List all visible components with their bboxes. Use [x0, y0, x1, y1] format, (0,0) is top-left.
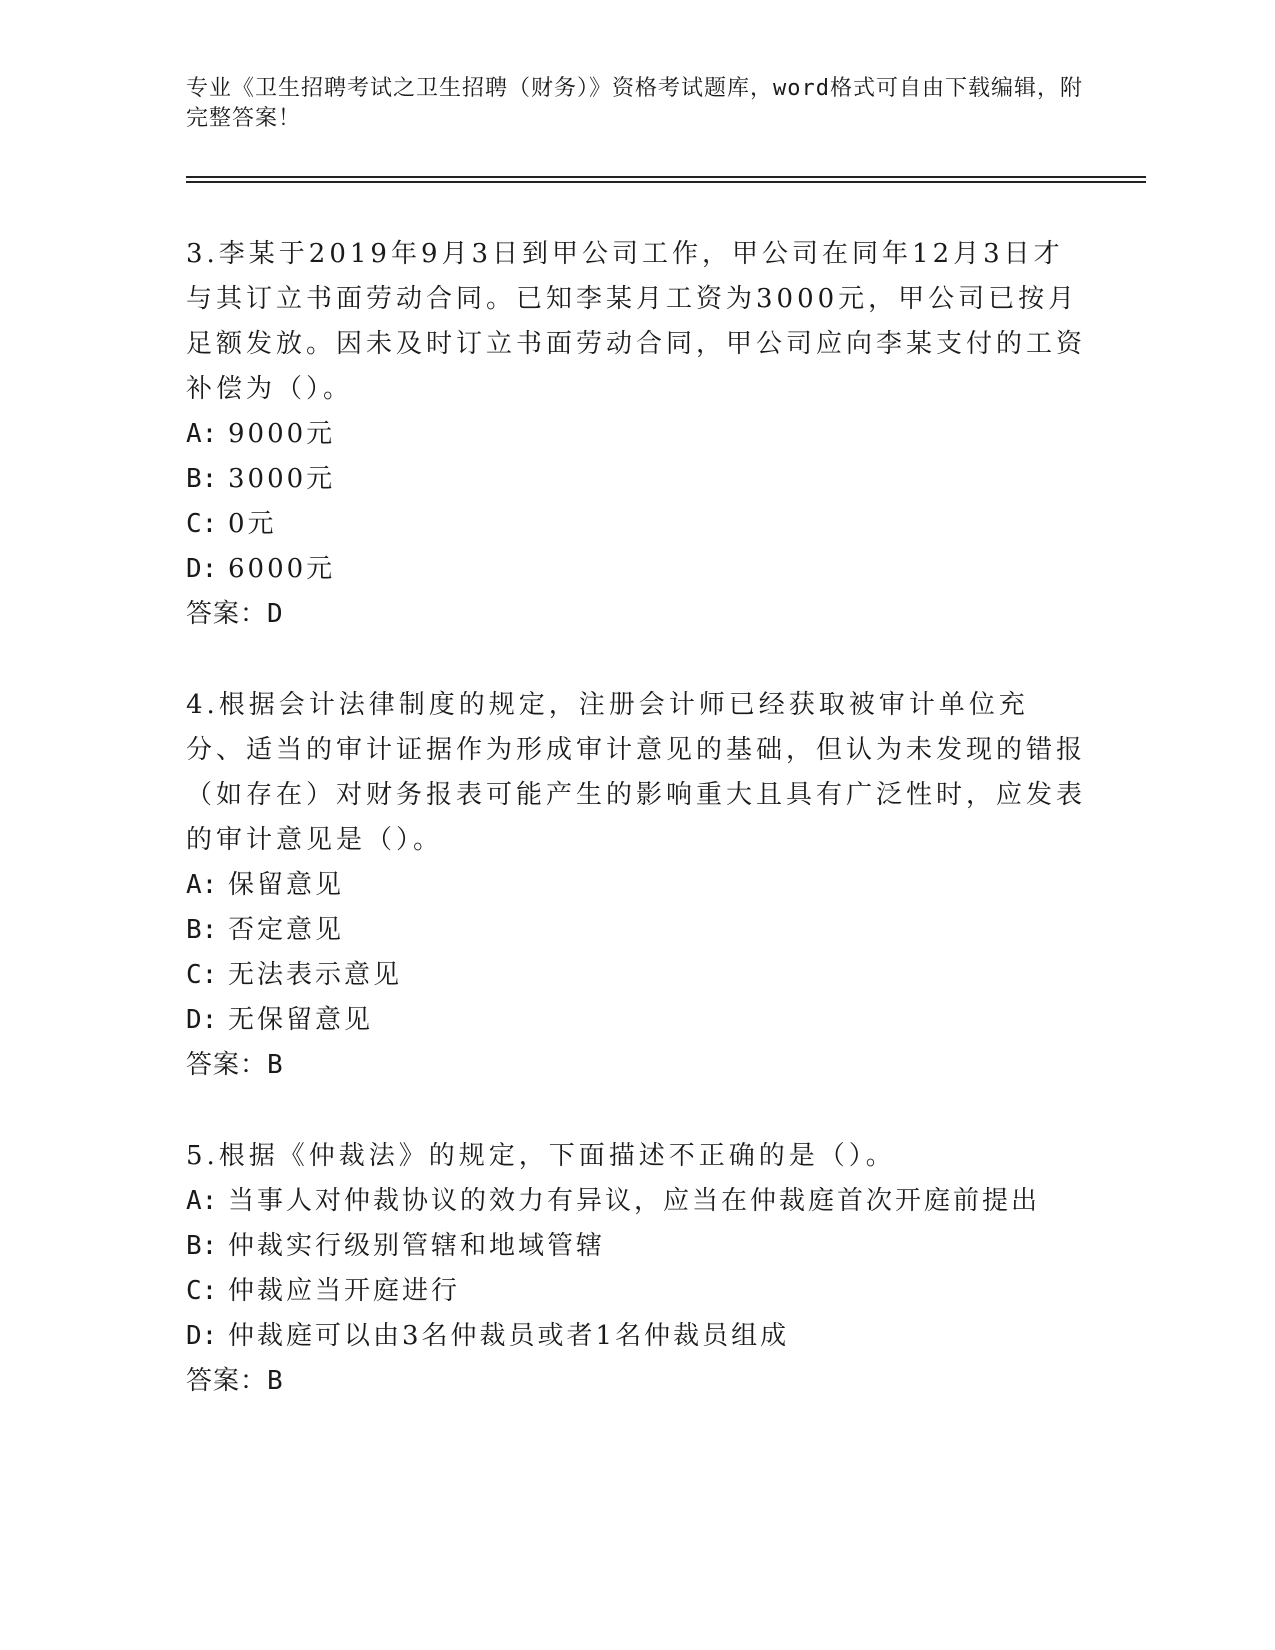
option-text: 6000元	[228, 554, 336, 584]
question-block	[186, 1134, 1086, 1404]
option-letter: C:	[186, 509, 218, 539]
option-letter: B:	[186, 464, 218, 494]
option-letter: B:	[186, 915, 218, 945]
document-header: 专业《卫生招聘考试之卫生招聘（财务）》资格考试题库，word格式可自由下载编辑，附完整答案！	[186, 76, 1083, 131]
option-letter: C:	[186, 960, 218, 990]
answer-text: 答案：B	[186, 1366, 284, 1396]
header-divider-top	[186, 176, 1146, 178]
question-block	[186, 683, 1086, 1088]
option-letter: D:	[186, 1321, 218, 1351]
header-divider-bottom	[186, 181, 1146, 183]
option-c	[186, 953, 1086, 998]
option-letter: A:	[186, 419, 218, 449]
option-c	[186, 502, 1086, 547]
option-text: 0元	[228, 509, 277, 539]
question-text: 3.李某于2019年9月3日到甲公司工作，甲公司在同年12月3日才与其订立书面劳动合同。已知李某月工资为3000元，甲公司已按月足额发放。因未及时订立书面劳动合同，甲公司应向李某支付的工资补偿为（）。	[186, 239, 1087, 404]
option-b	[186, 1224, 1086, 1269]
option-b	[186, 908, 1086, 953]
option-text: 仲裁实行级别管辖和地域管辖	[228, 1231, 606, 1261]
option-letter: D:	[186, 1005, 218, 1035]
option-b	[186, 457, 1086, 502]
option-text: 否定意见	[228, 915, 345, 945]
option-letter: D:	[186, 554, 218, 584]
option-a	[186, 412, 1086, 457]
question-block	[186, 232, 1086, 637]
option-d	[186, 998, 1086, 1043]
option-a	[186, 863, 1086, 908]
option-c	[186, 1269, 1086, 1314]
option-a	[186, 1179, 1086, 1224]
option-letter: A:	[186, 870, 218, 900]
option-letter: A:	[186, 1186, 218, 1216]
option-letter: B:	[186, 1231, 218, 1261]
option-text: 保留意见	[228, 870, 345, 900]
option-letter: C:	[186, 1276, 218, 1306]
option-d	[186, 547, 1086, 592]
option-text: 9000元	[228, 419, 336, 449]
option-text: 当事人对仲裁协议的效力有异议，应当在仲裁庭首次开庭前提出	[228, 1186, 1041, 1216]
option-text: 仲裁庭可以由3名仲裁员或者1名仲裁员组成	[228, 1321, 790, 1351]
option-text: 无保留意见	[228, 1005, 374, 1035]
option-d	[186, 1314, 1086, 1359]
option-text: 仲裁应当开庭进行	[228, 1276, 461, 1306]
answer-text: 答案：D	[186, 599, 284, 629]
question-text: 4.根据会计法律制度的规定，注册会计师已经获取被审计单位充分、适当的审计证据作为形成审计意见的基础，但认为未发现的错报（如存在）对财务报表可能产生的影响重大且具有广泛性时，应发表的审计意见是（）。	[186, 690, 1087, 855]
option-text: 3000元	[228, 464, 336, 494]
option-text: 无法表示意见	[228, 960, 403, 990]
answer-text: 答案：B	[186, 1050, 284, 1080]
question-text: 5.根据《仲裁法》的规定，下面描述不正确的是（）。	[186, 1141, 896, 1171]
